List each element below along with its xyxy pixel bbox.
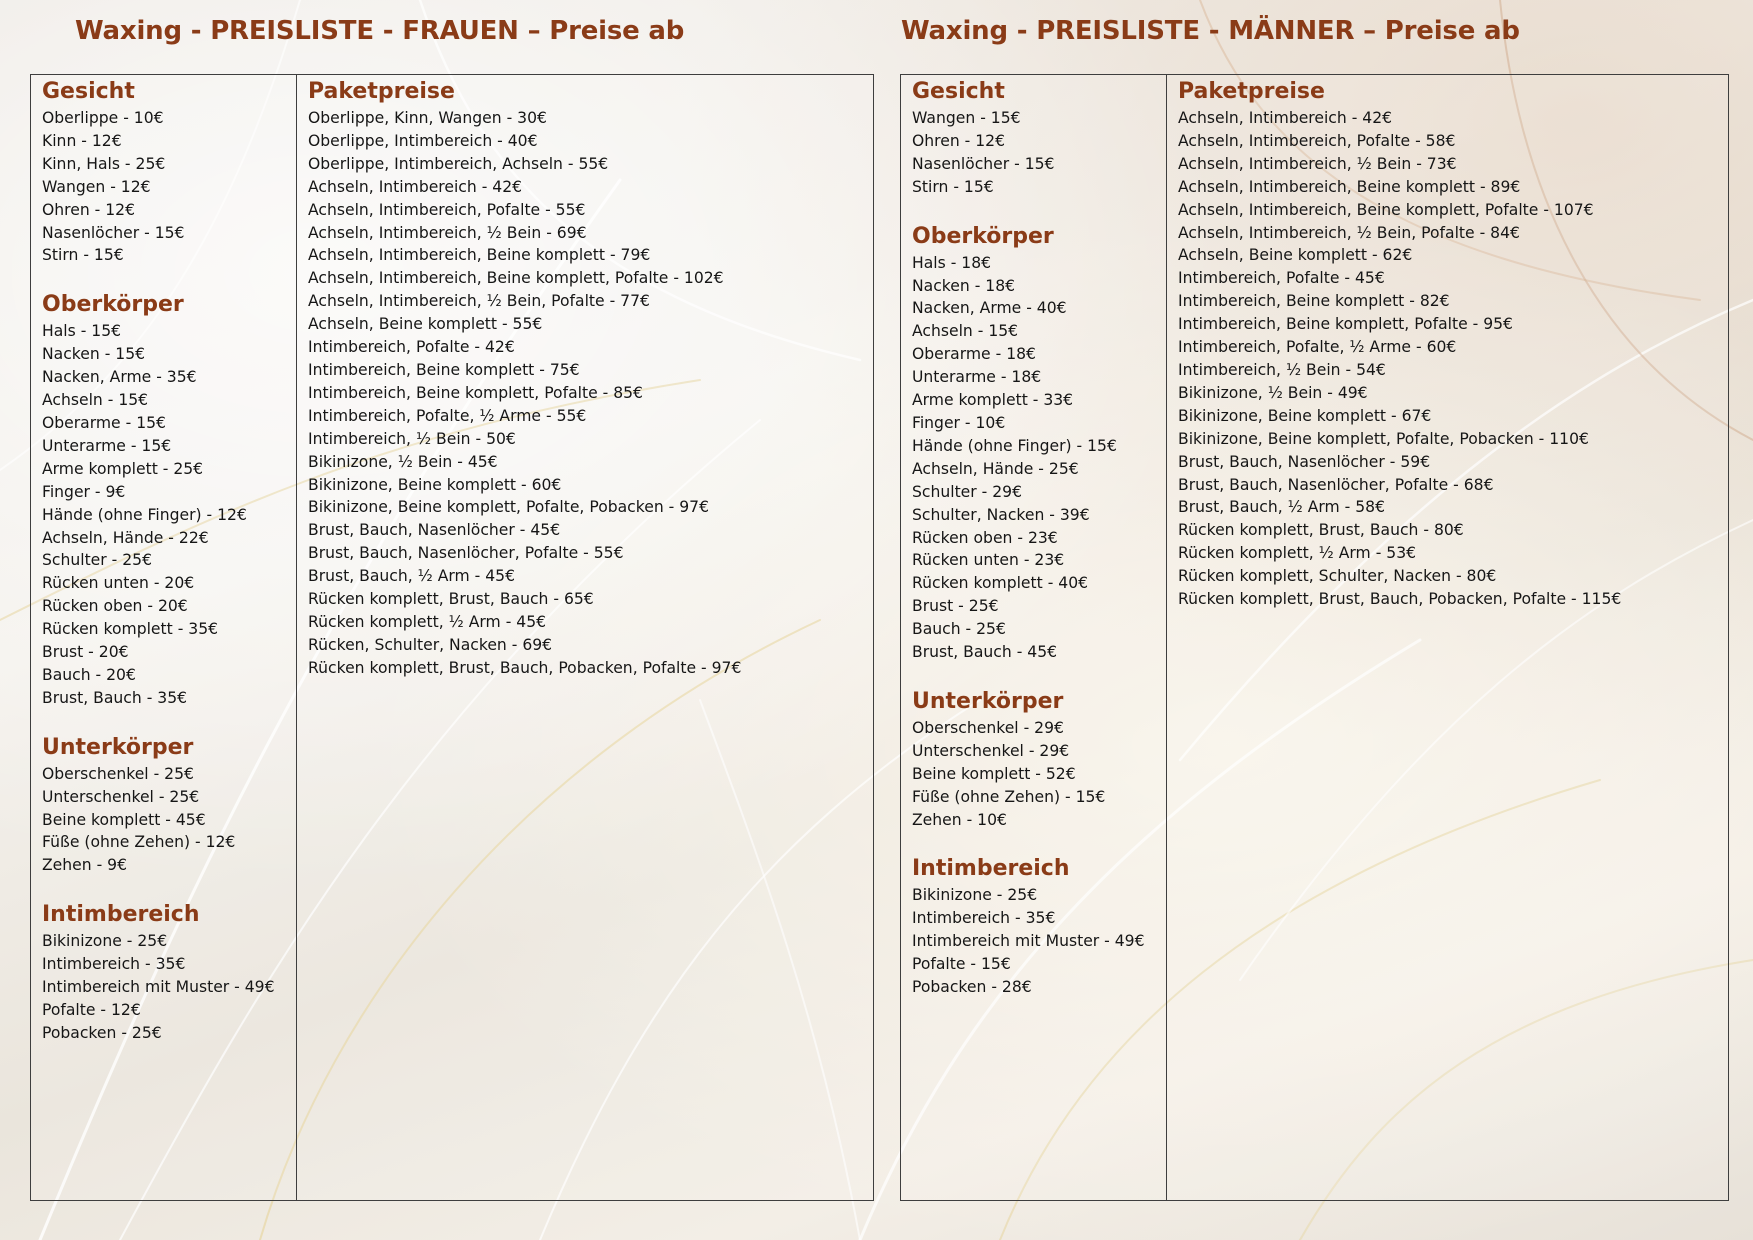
price-item: Rücken oben - 23€ xyxy=(912,528,1058,547)
price-item: Intimbereich - 35€ xyxy=(912,909,1056,928)
package-item: Brust, Bauch, Nasenlöcher - 59€ xyxy=(1178,452,1431,471)
price-item: Nasenlöcher - 15€ xyxy=(42,223,185,242)
price-item: Brust - 20€ xyxy=(42,643,129,662)
price-item: Kinn, Hals - 25€ xyxy=(42,154,166,173)
package-item: Rücken komplett, Brust, Bauch, Pobacken, Pofalte - 115€ xyxy=(1178,590,1622,609)
men-section-oberkoerper xyxy=(912,222,1166,664)
price-item: Rücken unten - 20€ xyxy=(42,574,195,593)
price-item: Unterarme - 15€ xyxy=(42,436,172,455)
package-item: Bikinizone, Beine komplett - 67€ xyxy=(1178,406,1432,425)
price-item: Unterarme - 18€ xyxy=(912,368,1042,387)
price-item: Nacken, Arme - 40€ xyxy=(912,299,1067,318)
package-item: Bikinizone, Beine komplett - 60€ xyxy=(308,475,562,494)
price-item: Brust - 25€ xyxy=(912,597,999,616)
package-item: Brust, Bauch, ½ Arm - 45€ xyxy=(308,567,516,586)
package-item: Bikinizone, ½ Bein - 49€ xyxy=(1178,383,1368,402)
package-item: Achseln, Intimbereich, Pofalte - 58€ xyxy=(1178,131,1456,150)
price-item: Stirn - 15€ xyxy=(42,246,124,265)
price-item: Oberschenkel - 29€ xyxy=(912,718,1064,737)
price-item: Unterschenkel - 25€ xyxy=(42,787,200,806)
price-list xyxy=(912,717,1166,832)
package-item: Rücken komplett, ½ Arm - 53€ xyxy=(1178,544,1417,563)
price-item: Beine komplett - 52€ xyxy=(912,764,1076,783)
price-item: Achseln, Hände - 25€ xyxy=(912,459,1079,478)
men-section-unterkoerper xyxy=(912,687,1166,832)
package-group xyxy=(308,588,873,680)
price-item: Arme komplett - 33€ xyxy=(912,391,1074,410)
package-item: Intimbereich, ½ Bein - 54€ xyxy=(1178,360,1386,379)
package-item: Brust, Bauch, Nasenlöcher - 45€ xyxy=(308,521,561,540)
package-item: Achseln, Intimbereich - 42€ xyxy=(1178,109,1393,127)
price-item: Rücken komplett - 40€ xyxy=(912,574,1089,593)
price-item: Ohren - 12€ xyxy=(42,200,136,219)
price-item: Pofalte - 15€ xyxy=(912,955,1011,974)
price-item: Füße (ohne Zehen) - 15€ xyxy=(912,787,1106,806)
price-item: Intimbereich mit Muster - 49€ xyxy=(912,932,1145,951)
price-item: Achseln - 15€ xyxy=(42,391,149,410)
package-item: Rücken komplett, Brust, Bauch, Pobacken, Pofalte - 97€ xyxy=(308,658,742,677)
price-item: Bikinizone - 25€ xyxy=(42,932,168,951)
price-item: Arme komplett - 25€ xyxy=(42,459,204,478)
price-item: Füße (ohne Zehen) - 12€ xyxy=(42,833,236,852)
package-item: Intimbereich, Beine komplett, Pofalte - 95€ xyxy=(1178,315,1513,334)
section-heading: Unterkörper xyxy=(912,688,1064,714)
section-heading: Intimbereich xyxy=(42,902,200,928)
price-item: Nacken - 15€ xyxy=(42,345,146,364)
package-item: Brust, Bauch, Nasenlöcher, Pofalte - 55€ xyxy=(308,544,624,563)
package-item: Achseln, Intimbereich, ½ Bein, Pofalte - 84€ xyxy=(1178,223,1520,242)
price-list xyxy=(42,107,296,267)
package-group xyxy=(1178,519,1728,611)
package-group xyxy=(1178,107,1728,267)
package-item: Intimbereich, Pofalte - 42€ xyxy=(308,338,515,357)
package-item: Achseln, Intimbereich, Beine komplett - 89€ xyxy=(1178,177,1521,196)
price-item: Oberarme - 15€ xyxy=(42,413,166,432)
package-item: Rücken komplett, Brust, Bauch - 65€ xyxy=(308,590,594,609)
price-item: Oberlippe - 10€ xyxy=(42,109,164,127)
package-item: Achseln, Intimbereich - 42€ xyxy=(308,177,523,196)
package-item: Achseln, Intimbereich, Beine komplett, Pofalte - 102€ xyxy=(308,269,724,288)
women-category-column xyxy=(31,75,297,1200)
price-item: Brust, Bauch - 35€ xyxy=(42,688,188,707)
price-item: Kinn - 12€ xyxy=(42,131,122,150)
price-item: Rücken komplett - 35€ xyxy=(42,620,219,639)
price-item: Ohren - 12€ xyxy=(912,131,1006,150)
price-item: Brust, Bauch - 45€ xyxy=(912,643,1058,662)
package-group xyxy=(308,451,873,520)
women-package-column xyxy=(297,75,873,1200)
package-item: Achseln, Intimbereich, Pofalte - 55€ xyxy=(308,200,586,219)
price-item: Intimbereich mit Muster - 49€ xyxy=(42,978,275,997)
price-item: Hände (ohne Finger) - 12€ xyxy=(42,505,247,524)
package-item: Achseln, Intimbereich, ½ Bein - 69€ xyxy=(308,223,587,242)
package-group xyxy=(1178,451,1728,520)
price-item: Bauch - 20€ xyxy=(42,665,136,684)
men-package-column xyxy=(1167,75,1728,1200)
package-group xyxy=(308,519,873,588)
women-price-table xyxy=(30,74,874,1201)
package-item: Achseln, Beine komplett - 55€ xyxy=(308,315,543,334)
package-group xyxy=(1178,267,1728,382)
price-item: Nasenlöcher - 15€ xyxy=(912,154,1055,173)
price-list xyxy=(42,930,296,1045)
price-item: Bauch - 25€ xyxy=(912,620,1006,639)
price-item: Hände (ohne Finger) - 15€ xyxy=(912,436,1117,455)
price-item: Bikinizone - 25€ xyxy=(912,886,1038,905)
price-item: Schulter - 29€ xyxy=(912,482,1022,501)
price-item: Hals - 15€ xyxy=(42,322,122,341)
price-item: Achseln, Hände - 22€ xyxy=(42,528,209,547)
men-price-table xyxy=(900,74,1729,1201)
price-item: Finger - 10€ xyxy=(912,413,1006,432)
packages-heading: Paketpreise xyxy=(1178,79,1325,104)
package-group xyxy=(308,336,873,451)
price-item: Zehen - 10€ xyxy=(912,810,1007,829)
women-section-intimbereich xyxy=(42,900,296,1045)
price-item: Schulter, Nacken - 39€ xyxy=(912,505,1090,524)
price-list xyxy=(912,107,1166,199)
price-item: Rücken oben - 20€ xyxy=(42,597,188,616)
package-item: Bikinizone, Beine komplett, Pofalte, Pobacken - 110€ xyxy=(1178,429,1589,448)
women-section-oberkoerper xyxy=(42,290,296,709)
package-item: Oberlippe, Kinn, Wangen - 30€ xyxy=(308,109,547,127)
package-item: Brust, Bauch, Nasenlöcher, Pofalte - 68€ xyxy=(1178,475,1494,494)
price-item: Oberschenkel - 25€ xyxy=(42,764,194,783)
section-heading: Gesicht xyxy=(912,79,1005,104)
price-item: Hals - 18€ xyxy=(912,253,992,272)
section-heading: Unterkörper xyxy=(42,734,194,760)
price-item: Zehen - 9€ xyxy=(42,856,128,875)
women-price-list-title: Waxing - PREISLISTE - FRAUEN – Preise ab xyxy=(75,16,685,46)
package-item: Oberlippe, Intimbereich - 40€ xyxy=(308,131,538,150)
package-item: Achseln, Intimbereich, Beine komplett, Pofalte - 107€ xyxy=(1178,200,1594,219)
price-item: Beine komplett - 45€ xyxy=(42,810,206,829)
package-item: Achseln, Intimbereich, Beine komplett - 79€ xyxy=(308,246,651,265)
price-item: Pofalte - 12€ xyxy=(42,1001,141,1019)
packages-heading: Paketpreise xyxy=(308,79,455,104)
package-group xyxy=(308,107,873,176)
price-list xyxy=(912,252,1166,664)
package-item: Intimbereich, Pofalte, ½ Arme - 60€ xyxy=(1178,338,1457,357)
women-section-gesicht xyxy=(42,77,296,267)
price-item: Intimbereich - 35€ xyxy=(42,955,186,974)
package-group xyxy=(1178,382,1728,451)
price-list xyxy=(912,884,1166,999)
package-item: Achseln, Beine komplett - 62€ xyxy=(1178,246,1413,265)
price-item: Wangen - 12€ xyxy=(42,177,151,196)
section-heading: Intimbereich xyxy=(912,856,1070,882)
section-heading: Oberkörper xyxy=(912,223,1054,249)
price-item: Nacken - 18€ xyxy=(912,276,1016,295)
women-section-unterkoerper xyxy=(42,733,296,878)
price-item: Pobacken - 28€ xyxy=(912,978,1032,997)
price-item: Schulter - 25€ xyxy=(42,551,152,570)
section-heading: Gesicht xyxy=(42,79,135,104)
package-item: Intimbereich, Beine komplett - 82€ xyxy=(1178,292,1450,311)
package-item: Rücken komplett, Schulter, Nacken - 80€ xyxy=(1178,567,1497,586)
men-category-column xyxy=(901,75,1167,1200)
package-item: Intimbereich, ½ Bein - 50€ xyxy=(308,429,516,448)
package-item: Intimbereich, Beine komplett, Pofalte - 85€ xyxy=(308,383,643,402)
price-item: Unterschenkel - 29€ xyxy=(912,741,1070,760)
men-section-intimbereich xyxy=(912,854,1166,999)
price-item: Oberarme - 18€ xyxy=(912,345,1036,364)
price-item: Stirn - 15€ xyxy=(912,177,994,196)
package-item: Intimbereich, Pofalte - 45€ xyxy=(1178,269,1385,288)
price-list xyxy=(42,763,296,878)
price-item: Wangen - 15€ xyxy=(912,109,1021,127)
package-item: Brust, Bauch, ½ Arm - 58€ xyxy=(1178,498,1386,517)
package-item: Intimbereich, Beine komplett - 75€ xyxy=(308,360,580,379)
package-item: Bikinizone, Beine komplett, Pofalte, Pobacken - 97€ xyxy=(308,498,710,517)
price-item: Rücken unten - 23€ xyxy=(912,551,1065,570)
section-heading: Oberkörper xyxy=(42,292,184,318)
package-item: Rücken komplett, ½ Arm - 45€ xyxy=(308,612,547,631)
men-section-gesicht xyxy=(912,77,1166,199)
package-item: Oberlippe, Intimbereich, Achseln - 55€ xyxy=(308,154,609,173)
men-price-list-title: Waxing - PREISLISTE - MÄNNER – Preise ab xyxy=(901,16,1520,46)
package-item: Achseln, Intimbereich, ½ Bein, Pofalte - 77€ xyxy=(308,292,650,311)
package-group xyxy=(308,176,873,336)
package-item: Rücken komplett, Brust, Bauch - 80€ xyxy=(1178,521,1464,540)
price-item: Finger - 9€ xyxy=(42,482,126,501)
package-item: Rücken, Schulter, Nacken - 69€ xyxy=(308,635,553,654)
package-item: Bikinizone, ½ Bein - 45€ xyxy=(308,452,498,471)
price-item: Achseln - 15€ xyxy=(912,322,1019,341)
price-list xyxy=(42,320,296,709)
price-item: Nacken, Arme - 35€ xyxy=(42,368,197,387)
package-item: Achseln, Intimbereich, ½ Bein - 73€ xyxy=(1178,154,1457,173)
package-item: Intimbereich, Pofalte, ½ Arme - 55€ xyxy=(308,406,587,425)
price-item: Pobacken - 25€ xyxy=(42,1023,162,1042)
